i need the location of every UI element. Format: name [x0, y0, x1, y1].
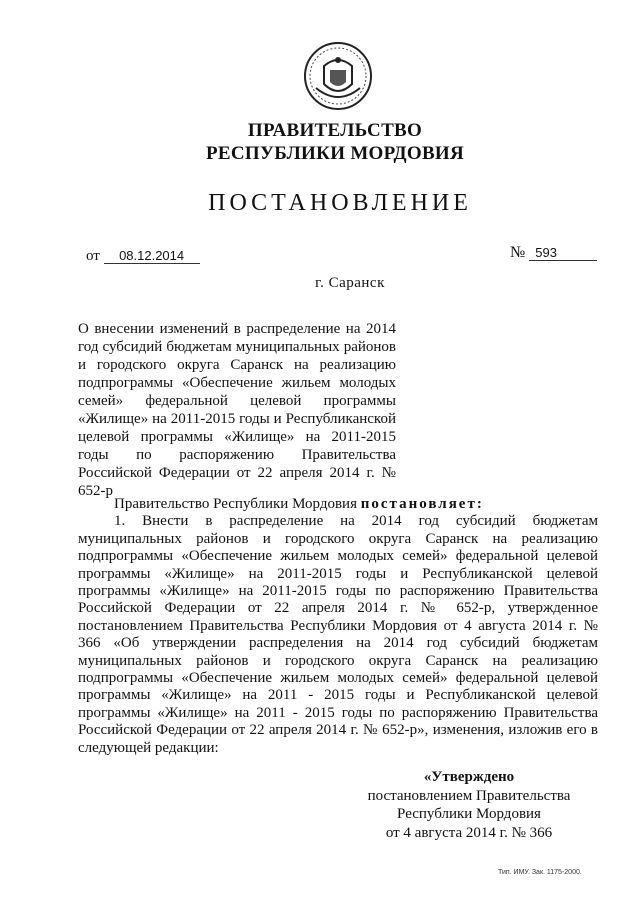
decree-date: 08.12.2014	[104, 248, 200, 264]
number-line	[510, 244, 597, 262]
preamble-paragraph	[78, 496, 598, 513]
decree-subject: О внесении изменений в распределение на 2014 год субсидий бюджетам муниципальных районов и городского округа Саранск на реализацию подпрограммы «Обеспечение жильем молодых семей» федеральной целевой программы «Жилище» на 2011-2015 годы и Республиканской целевой программы «Жилище» на 2011-2015 годы по распоряжению Правительства Российской Федерации от 22 апреля 2014 г. № 652-р	[78, 321, 396, 499]
approval-line2: Республики Мордовия	[397, 806, 541, 822]
approval-block	[360, 768, 578, 842]
approval-line3: от 4 августа 2014 г. № 366	[385, 824, 553, 841]
item-1-paragraph: 1. Внести в распределение на 2014 год субсидий бюджетам муниципальных районов и городского округа Саранск на реализацию подпрограммы «Обеспечение жильем молодых семей» федеральной целевой программы «Жилище» на 2011-2015 годы и Республиканской целевой программы «Жилище» на 2011-2015 годы по распоряжению Правительства Российской Федерации от 22 апреля 2014 г. № 652-р, утвержденное постановлением Правительства Республики Мордовия от 4 августа 2014 г. № 366 «Об утверждении распределения на 2014 год субсидий бюджетам муниципальных районов и городского округа Саранск на реализацию подпрограммы «Обеспечение жильем молодых семей» федеральной целевой программы «Жилище» на 2011 - 2015 годы и Республиканской целевой программы «Жилище» на 2011 - 2015 годы по распоряжению Правительства Российской Федерации от 22 апреля 2014 г. № 652-р», изменения, изложив его в следующей редакции:	[78, 513, 598, 756]
decree-word: постановляет:	[360, 496, 484, 512]
document-type-title: ПОСТАНОВЛЕНИЕ	[208, 190, 472, 216]
coat-of-arms-emblem	[302, 40, 374, 112]
date-prefix: от	[86, 248, 100, 264]
approval-title: «Утверждено	[423, 769, 515, 785]
date-line	[86, 248, 200, 265]
decree-number: 593	[529, 245, 597, 261]
preamble-text: Правительство Республики Мордовия	[114, 496, 357, 512]
approval-line1: постановлением Правительства	[367, 787, 571, 804]
government-title-line2: РЕСПУБЛИКИ МОРДОВИЯ	[205, 143, 465, 164]
decree-body	[78, 496, 598, 757]
city-label: г. Саранск	[315, 275, 385, 291]
number-prefix: №	[510, 244, 526, 261]
print-footer: Тип. ИМУ. Зак. 1175-2000.	[498, 869, 582, 876]
coat-of-arms-icon	[302, 40, 374, 112]
government-title-line1: ПРАВИТЕЛЬСТВО	[247, 120, 423, 141]
